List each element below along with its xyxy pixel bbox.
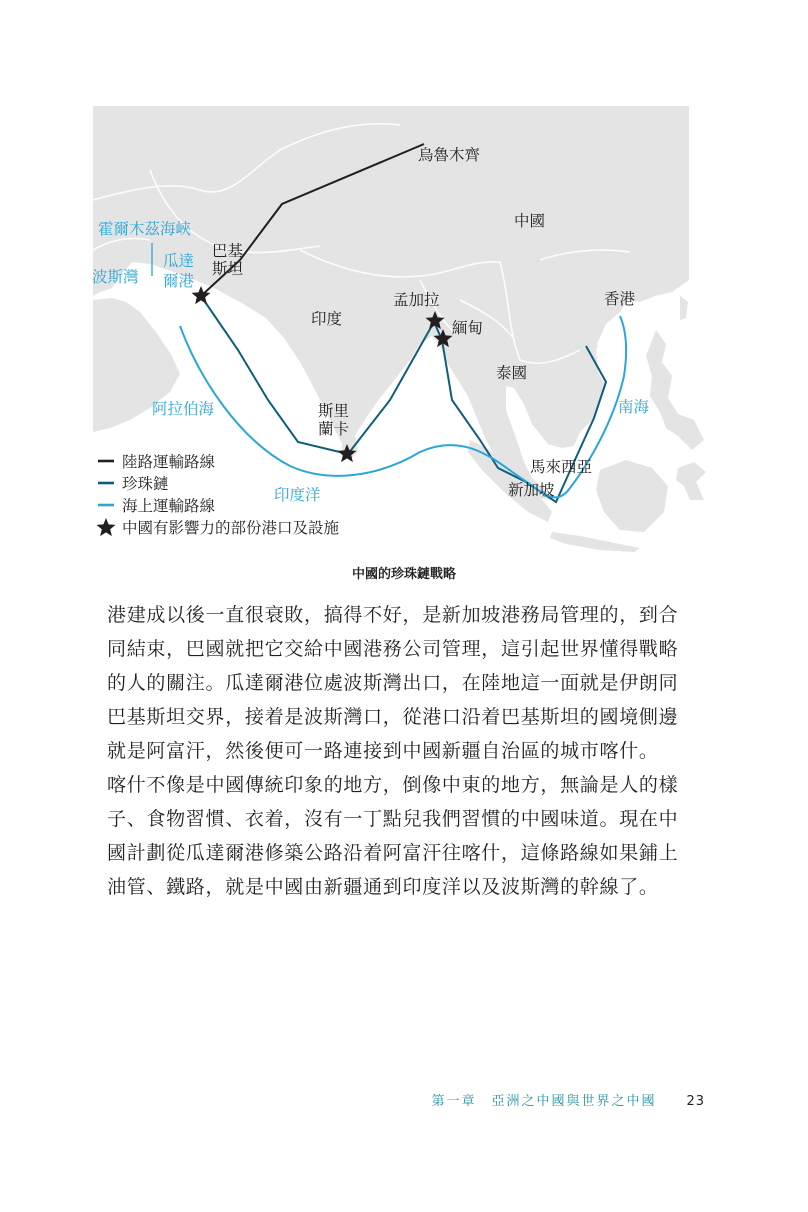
- chapter-title: 第一章 亞洲之中國與世界之中國: [431, 1094, 657, 1109]
- body-line: 巴基斯坦交界，接着是波斯灣口，從港口沿着巴基斯坦的國境側邊: [107, 706, 679, 728]
- legend-star-label: 中國有影響力的部份港口及設施: [122, 519, 340, 537]
- label-thailand: 泰國: [496, 364, 528, 382]
- legend-land-route-label: 陸路運輸路線: [122, 453, 216, 471]
- running-footer: [431, 1090, 705, 1109]
- body-line: 喀什不像是中國傳統印象的地方，倒像中東的地方，無論是人的樣: [107, 774, 679, 796]
- body-text: [107, 598, 707, 904]
- legend-sea-route-label: 海上運輸路線: [122, 497, 216, 515]
- label-pakistan-1: 巴基: [212, 242, 244, 260]
- body-line: 子、食物習慣、衣着，沒有一丁點兒我們習慣的中國味道。現在中: [107, 808, 679, 830]
- body-line: 就是阿富汗，然後便可一路連接到中國新疆自治區的城市喀什。: [107, 740, 659, 762]
- label-gwadar-1: 瓜達: [163, 252, 195, 270]
- label-bangladesh: 孟加拉: [393, 291, 440, 309]
- label-indian-ocean: 印度洋: [274, 486, 321, 504]
- figure-caption: 中國的珍珠鏈戰略: [351, 567, 456, 582]
- label-malaysia: 馬來西亞: [530, 458, 593, 476]
- body-line: 同結束，巴國就把它交給中國港務公司管理，這引起世界懂得戰略: [107, 638, 679, 660]
- label-hormuz: 霍爾木茲海峽: [98, 220, 192, 238]
- page-number: 23: [686, 1094, 705, 1109]
- pearl-chain-map: [0, 0, 808, 560]
- label-china: 中國: [514, 212, 546, 230]
- body-line: 油管、鐵路，就是中國由新疆通到印度洋以及波斯灣的幹線了。: [107, 876, 659, 898]
- body-line: 港建成以後一直很衰敗，搞得不好，是新加坡港務局管理的，到合: [107, 604, 679, 626]
- label-urumqi: 烏魯木齊: [418, 146, 481, 164]
- label-gwadar-2: 爾港: [163, 272, 195, 290]
- body-line: 的人的關注。瓜達爾港位處波斯灣出口，在陸地這一面就是伊朗同: [107, 672, 679, 694]
- label-hongkong: 香港: [604, 290, 636, 308]
- label-srilanka-1: 斯里: [318, 402, 350, 420]
- label-arabian-sea: 阿拉伯海: [152, 400, 215, 418]
- body-line: 國計劃從瓜達爾港修築公路沿着阿富汗往喀什，這條路線如果鋪上: [107, 842, 679, 864]
- legend-pearl-chain-label: 珍珠鏈: [122, 475, 169, 493]
- label-pakistan-2: 斯坦: [212, 260, 244, 278]
- label-myanmar: 緬甸: [452, 319, 484, 337]
- label-india: 印度: [311, 310, 343, 328]
- label-singapore: 新加坡: [508, 481, 555, 499]
- label-south-sea: 南海: [618, 398, 650, 416]
- label-srilanka-2: 蘭卡: [318, 420, 350, 438]
- label-persian-gulf: 波斯灣: [92, 268, 139, 286]
